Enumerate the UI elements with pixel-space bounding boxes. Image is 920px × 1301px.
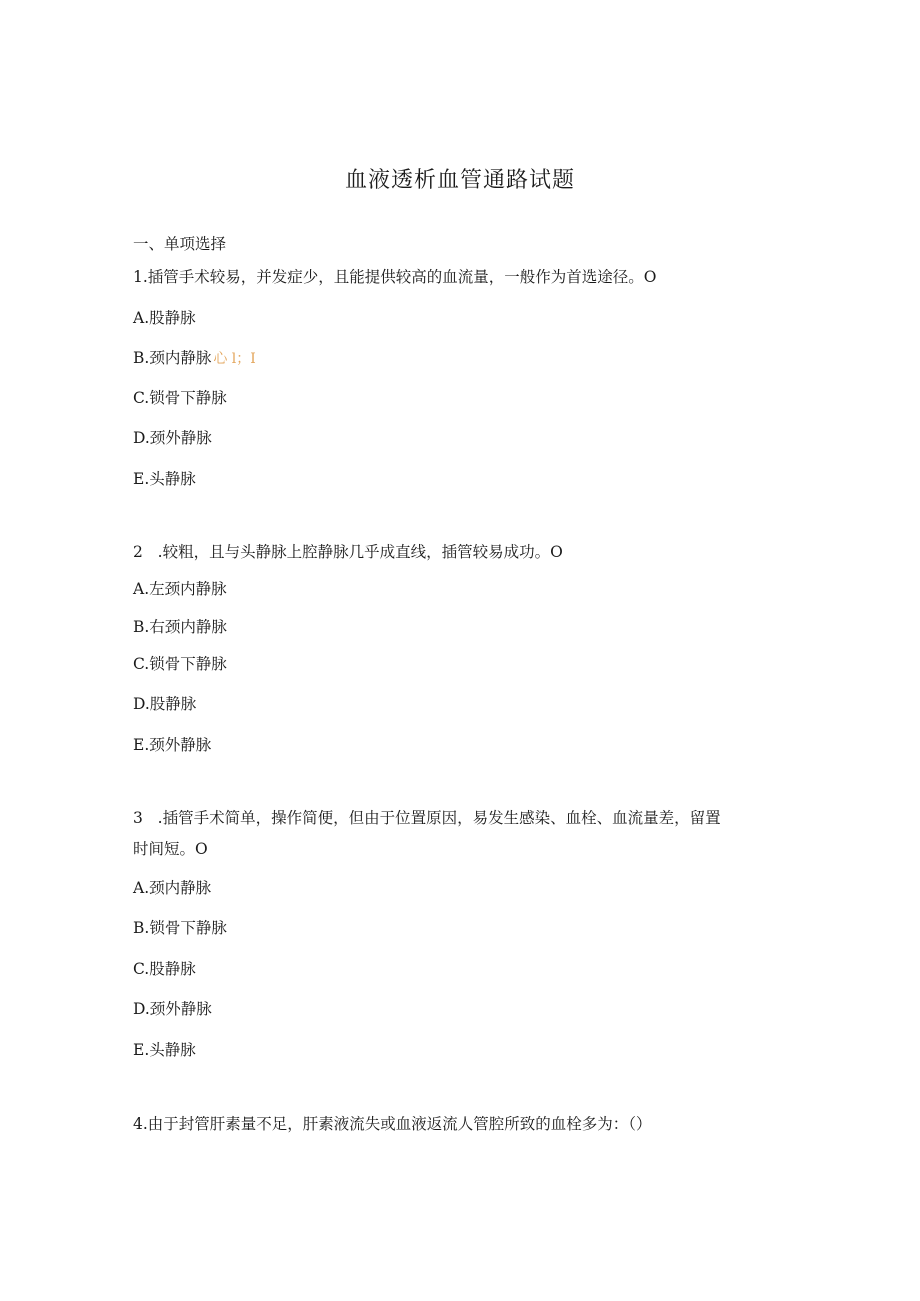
question-4-stem: 4.由于封管肝素量不足，肝素液流失或血液返流人管腔所致的血栓多为：（） <box>133 1115 652 1133</box>
question-1-option-b <box>133 347 256 370</box>
question-2-option-e: E.颈外静脉 <box>133 736 212 754</box>
question-2-option-d: D.股静脉 <box>133 695 197 713</box>
question-1-option-d: D.颈外静脉 <box>133 429 212 447</box>
question-2-option-b: B.右颈内静脉 <box>133 618 227 636</box>
question-2-option-c: C.锁骨下静脉 <box>133 655 227 673</box>
question-3-option-d: D.颈外静脉 <box>133 1000 212 1018</box>
question-3-option-a: A.颈内静脉 <box>133 879 212 897</box>
question-1-stem: 1.插管手术较易，并发症少，且能提供较高的血流量，一般作为首选途径。O <box>133 268 657 286</box>
page-title: 血液透析血管通路试题 <box>344 168 575 193</box>
question-1-option-c: C.锁骨下静脉 <box>133 389 227 407</box>
question-3-stem-line-1: 3 .插管手术简单，操作简便，但由于位置原因，易发生感染、血栓、血流量差，留置 <box>133 809 721 827</box>
question-2-option-a: A.左颈内静脉 <box>133 580 227 598</box>
question-1-option-a: A.股静脉 <box>133 309 196 327</box>
section-heading: 一、单项选择 <box>133 235 227 253</box>
question-2-stem: 2 .较粗，且与头静脉上腔静脉几乎成直线，插管较易成功。O <box>133 543 563 561</box>
question-3-option-b: B.锁骨下静脉 <box>133 919 227 937</box>
question-1-option-e: E.头静脉 <box>133 470 196 488</box>
handwritten-annotation: 心 l；I <box>213 351 256 367</box>
question-3-option-e: E.头静脉 <box>133 1041 196 1059</box>
question-3-option-c: C.股静脉 <box>133 960 196 978</box>
question-3-stem-line-2: 时间短。O <box>133 840 208 858</box>
question-1-option-b-text: B.颈内静脉 <box>133 349 212 367</box>
